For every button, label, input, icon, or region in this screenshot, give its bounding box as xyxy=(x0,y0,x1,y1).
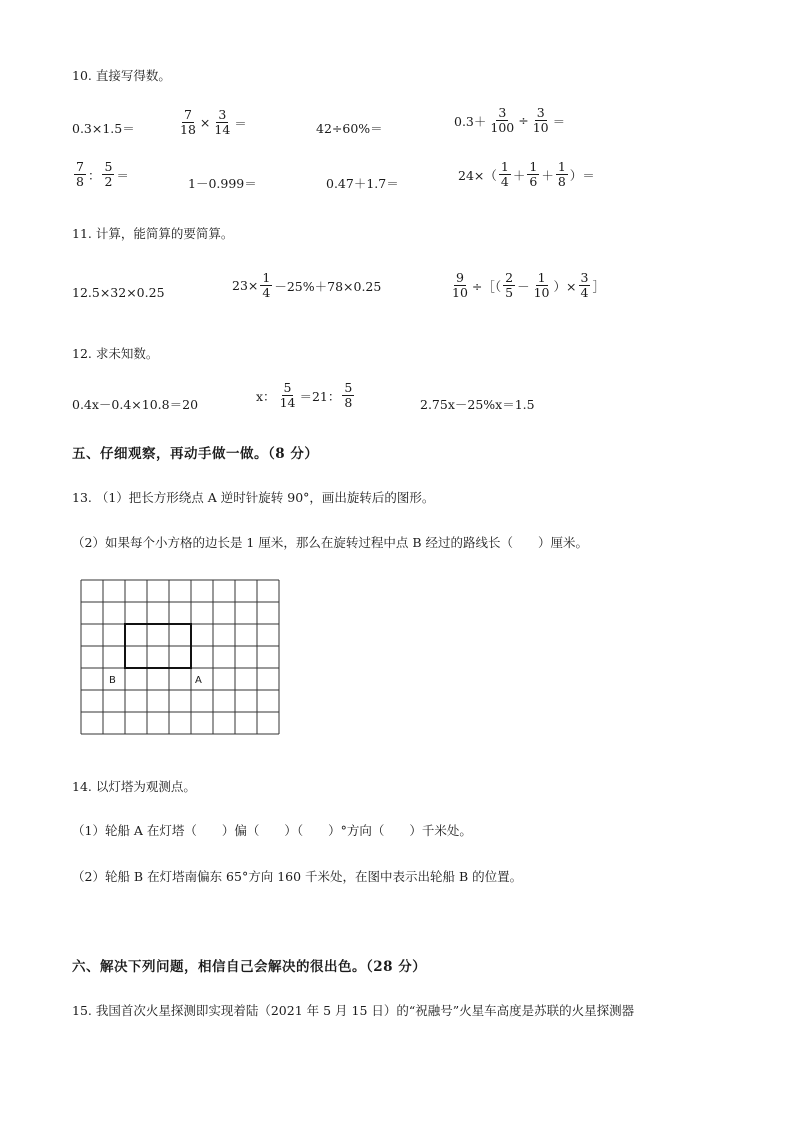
denominator: 100 xyxy=(490,120,515,136)
q12-expr-1: 0.4x－0.4×10.8＝20 xyxy=(72,397,199,412)
q10-expr-8 xyxy=(458,160,595,190)
denominator: 8 xyxy=(76,174,84,190)
numerator: 3 xyxy=(536,105,545,120)
q10-expr-3: 42÷60%＝ xyxy=(316,121,383,136)
numerator: 1 xyxy=(557,159,566,174)
denominator: 10 xyxy=(452,285,468,301)
operator: ÷ xyxy=(518,113,529,129)
denominator: 14 xyxy=(214,122,231,138)
ratio-middle: ＝21： xyxy=(299,388,341,404)
q10-expr-6: 1－0.999＝ xyxy=(188,176,257,191)
numerator: 1 xyxy=(262,270,271,285)
denominator: 6 xyxy=(529,174,538,190)
operator: ＋ xyxy=(541,167,554,183)
operator: ： xyxy=(87,167,101,183)
fraction xyxy=(556,160,568,190)
denominator: 14 xyxy=(279,395,296,411)
fraction xyxy=(278,381,298,411)
operator: ＋ xyxy=(512,167,526,183)
denominator: 4 xyxy=(262,285,271,301)
numerator: 7 xyxy=(76,159,84,174)
q10-title: 10. 直接写得数。 xyxy=(72,68,171,83)
fraction xyxy=(102,160,114,190)
operator: － xyxy=(517,278,530,294)
numerator: 5 xyxy=(283,380,292,395)
fraction xyxy=(212,108,232,138)
section-5-title: 五、仔细观察，再动手做一做。（8 分） xyxy=(72,446,319,462)
operator: × xyxy=(199,115,211,131)
fraction xyxy=(74,160,86,190)
prefix: 24×（ xyxy=(458,167,497,183)
numerator: 5 xyxy=(344,380,353,395)
suffix: ］ xyxy=(592,278,605,294)
q12-expr-2 xyxy=(256,381,356,411)
fraction xyxy=(527,160,539,190)
fraction xyxy=(532,271,552,301)
numerator: 5 xyxy=(104,159,113,174)
denominator: 18 xyxy=(180,122,196,138)
q13-part2: （2）如果每个小方格的边长是 1 厘米，那么在旋转过程中点 B 经过的路线长（ ）厘米。 xyxy=(72,535,588,550)
denominator: 4 xyxy=(500,174,509,190)
denominator: 10 xyxy=(533,285,550,301)
numerator: 3 xyxy=(498,105,507,120)
fraction xyxy=(178,108,198,138)
equals-sign: ＝ xyxy=(116,167,129,183)
fraction xyxy=(342,381,354,411)
q10-expr-7: 0.47＋1.7＝ xyxy=(326,176,399,191)
point-b-label: B xyxy=(109,675,116,686)
denominator: 8 xyxy=(344,395,353,411)
q10-expr-4 xyxy=(454,106,565,136)
fraction xyxy=(503,271,515,301)
grid-svg xyxy=(80,579,280,743)
denominator: 4 xyxy=(580,285,589,301)
q10-expr-5 xyxy=(72,160,129,190)
equals-sign: ＝ xyxy=(552,113,566,129)
q10-expr-1: 0.3×1.5＝ xyxy=(72,121,135,136)
q14-part2: （2）轮船 B 在灯塔南偏东 65°方向 160 千米处，在图中表示出轮船 B 的位置。 xyxy=(72,869,523,884)
numerator: 1 xyxy=(537,270,546,285)
q13-part1: 13. （1）把长方形绕点 A 逆时针旋转 90°，画出旋转后的图形。 xyxy=(72,490,435,505)
suffix: ）＝ xyxy=(569,167,595,183)
q12-title: 12. 求未知数。 xyxy=(72,346,159,361)
fraction xyxy=(579,271,591,301)
denominator: 10 xyxy=(532,120,549,136)
equals-sign: ＝ xyxy=(234,115,247,131)
denominator: 5 xyxy=(505,285,514,301)
numerator: 3 xyxy=(580,270,589,285)
suffix: －25%＋78×0.25 xyxy=(274,278,382,294)
numerator: 1 xyxy=(500,159,509,174)
fraction xyxy=(450,271,470,301)
prefix: x： xyxy=(256,388,276,404)
numerator: 9 xyxy=(455,270,464,285)
section-6-title: 六、解决下列问题，相信自己会解决的很出色。（28 分） xyxy=(72,959,427,975)
q11-expr-2 xyxy=(232,271,381,301)
q15-text: 15. 我国首次火星探测即实现着陆（2021 年 5 月 15 日）的“祝融号”火星车高度是苏联的火星探测器 xyxy=(72,1003,635,1018)
numerator: 7 xyxy=(183,107,192,122)
numerator: 3 xyxy=(218,107,227,122)
q11-expr-1: 12.5×32×0.25 xyxy=(72,285,165,300)
bracket-open: ÷［（ xyxy=(471,278,502,294)
fraction xyxy=(260,271,272,301)
fraction xyxy=(488,106,516,136)
q14-title: 14. 以灯塔为观测点。 xyxy=(72,779,196,794)
q11-title: 11. 计算，能简算的要简算。 xyxy=(72,226,234,241)
point-a-label: A xyxy=(195,675,202,686)
fraction xyxy=(531,106,551,136)
denominator: 8 xyxy=(557,174,566,190)
prefix: 0.3＋ xyxy=(454,113,487,129)
prefix: 23× xyxy=(232,278,259,294)
q10-expr-2 xyxy=(176,108,247,138)
fraction xyxy=(499,160,511,190)
q14-part1: （1）轮船 A 在灯塔（ ）偏（ ）（ ）°方向（ ）千米处。 xyxy=(72,823,472,838)
q11-expr-3 xyxy=(448,271,605,301)
numerator: 1 xyxy=(529,159,538,174)
q12-expr-3: 2.75x－25%x＝1.5 xyxy=(420,397,535,412)
rotation-grid xyxy=(80,579,280,746)
bracket-close: ）× xyxy=(553,278,577,294)
numerator: 2 xyxy=(505,270,514,285)
denominator: 2 xyxy=(104,174,113,190)
